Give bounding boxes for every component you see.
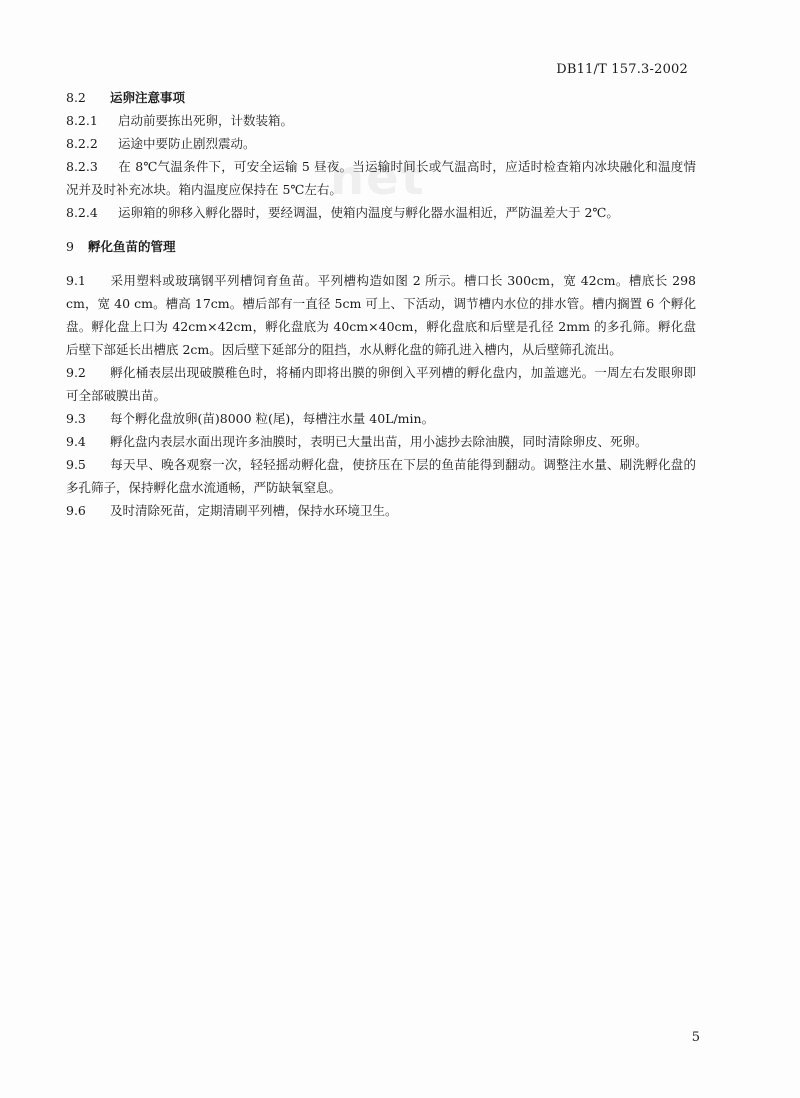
clause-number: 8.2.4 — [66, 205, 98, 220]
clause-number: 8.2.2 — [66, 136, 98, 151]
clause-number: 9.2 — [66, 365, 86, 380]
clause-text: 启动前要拣出死卵，计数装箱。 — [118, 113, 294, 128]
section-number: 9 — [66, 239, 74, 254]
clause-9-3 — [66, 407, 696, 430]
clause-text: 每个孵化盘放卵(苗)8000 粒(尾)，每槽注水量 40L/min。 — [110, 411, 435, 426]
clause-text: 运途中要防止剧烈震动。 — [118, 136, 256, 151]
clause-number: 8.2.3 — [66, 159, 98, 174]
section-title: 孵化鱼苗的管理 — [88, 239, 176, 254]
clause-9-1 — [66, 269, 696, 361]
clause-text: 孵化桶表层出现破膜稚色时，将桶内即将出膜的卵倒入平列槽的孵化盘内，加盖遮光。一周左右发眼卵即可全部破膜出苗。 — [66, 365, 696, 403]
section-number: 8.2 — [66, 90, 86, 105]
section-9-heading — [66, 235, 696, 258]
clause-text: 在 8℃气温条件下，可安全运输 5 昼夜。当运输时间长或气温高时，应适时检查箱内冰块融化和温度情况并及时补充冰块。箱内温度应保持在 5℃左右。 — [66, 159, 696, 197]
clause-number: 9.6 — [66, 503, 86, 518]
clause-8-2-2 — [66, 132, 696, 155]
clause-8-2-1 — [66, 109, 696, 132]
clause-number: 9.4 — [66, 434, 86, 449]
clause-9-5 — [66, 453, 696, 499]
clause-text: 孵化盘内表层水面出现许多油膜时，表明已大量出苗，用小滤抄去除油膜，同时清除卵皮、死卵。 — [110, 434, 648, 449]
section-8-2-heading — [66, 86, 696, 109]
page-number: 5 — [691, 1030, 700, 1045]
clause-text: 及时清除死苗，定期清刷平列槽，保持水环境卫生。 — [110, 503, 398, 518]
clause-text: 采用塑料或玻璃钢平列槽饲育鱼苗。平列槽构造如图 2 所示。槽口长 300cm，宽 42cm。槽底长 298 cm，宽 40 cm。槽高 17cm。槽后部有一直径 5cm 可上、下活动，调节槽内水位的排水管。槽内搁置 6 个孵化盘。孵化盘上口为 42cm×42cm，孵化盘底为 40cm×40cm，孵化盘底和后壁是孔径 2mm 的多孔筛。孵化盘后壁下部延长出槽底 2cm。因后壁下延部分的阻挡，水从孵化盘的筛孔进入槽内，从后壁筛孔流出。 — [66, 273, 696, 357]
clause-number: 8.2.1 — [66, 113, 98, 128]
clause-9-4 — [66, 430, 696, 453]
clause-text: 运卵箱的卵移入孵化器时，要经调温，使箱内温度与孵化器水温相近，严防温差大于 2℃。 — [118, 205, 619, 220]
clause-9-6 — [66, 499, 696, 522]
clause-number: 9.3 — [66, 411, 86, 426]
clause-8-2-4 — [66, 201, 696, 224]
section-title: 运卵注意事项 — [110, 90, 186, 105]
watermark-text: net — [330, 150, 426, 206]
clause-number: 9.5 — [66, 457, 86, 472]
document-code: DB11/T 157.3-2002 — [556, 62, 688, 77]
clause-9-2 — [66, 361, 696, 407]
clause-number: 9.1 — [66, 273, 86, 288]
clause-text: 每天早、晚各观察一次，轻轻摇动孵化盘，使挤压在下层的鱼苗能得到翻动。调整注水量、刷洗孵化盘的多孔筛子，保持孵化盘水流通畅，严防缺氧窒息。 — [66, 457, 696, 495]
clause-8-2-3 — [66, 155, 696, 201]
document-body — [66, 86, 696, 522]
